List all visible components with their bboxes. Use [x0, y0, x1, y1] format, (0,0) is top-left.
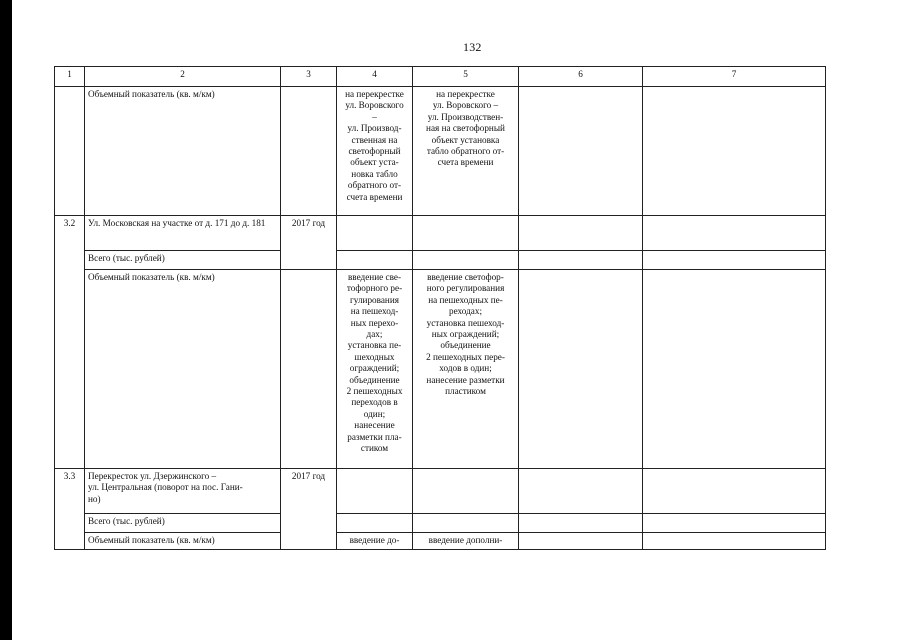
header-cell-4: 4 [337, 67, 413, 87]
col5-cell [413, 469, 519, 514]
col6-cell [519, 514, 643, 533]
table-row [55, 251, 826, 270]
table-row [55, 270, 826, 469]
table-row [55, 87, 826, 216]
col4-cell [337, 251, 413, 270]
col6-cell [519, 270, 643, 469]
col4-cell [337, 514, 413, 533]
section-title: Перекресток ул. Дзержинского – ул. Центральная (поворот на пос. Гани- но) [85, 469, 281, 514]
header-row [55, 67, 826, 87]
col5-cell: на перекрестке ул. Воровского – ул. Производствен- ная на светофорный объект установка табло обратного от- счета времени [413, 87, 519, 216]
volume-label-cell: Объемный показатель (кв. м/км) [85, 87, 281, 216]
table-row [55, 533, 826, 550]
header-cell-3: 3 [281, 67, 337, 87]
volume-label-cell: Объемный показатель (кв. м/км) [85, 533, 281, 550]
col5-cell: введение светофор- ного регулирования на пешеходных пе- реходах; установка пешеход- ных ограждений; объединение 2 пешеходных пере- ходов в один; нанесение разметки пластиком [413, 270, 519, 469]
section-number: 3.2 [55, 216, 85, 469]
total-label-cell: Всего (тыс. рублей) [85, 514, 281, 533]
col4-cell [337, 469, 413, 514]
scan-edge-bar [0, 0, 12, 640]
section-title: Ул. Московская на участке от д. 171 до д. 181 [85, 216, 281, 251]
col5-cell [413, 216, 519, 251]
col4-cell: введение све- тофорного ре- гулирования на пешеход- ных перехо- дах; установка пе- шеходных ограждений; объединение 2 пешеходных переходов в один; нанесение разметки пла- стиком [337, 270, 413, 469]
col6-cell [519, 251, 643, 270]
section-number: 3.3 [55, 469, 85, 550]
header-cell-6: 6 [519, 67, 643, 87]
col7-cell [643, 87, 826, 216]
header-cell-2: 2 [85, 67, 281, 87]
header-cell-7: 7 [643, 67, 826, 87]
col5-cell: введение дополни- [413, 533, 519, 550]
col7-cell [643, 469, 826, 514]
col5-cell [413, 514, 519, 533]
page-number: 132 [463, 40, 482, 54]
header-cell-1: 1 [55, 67, 85, 87]
header-cell-5: 5 [413, 67, 519, 87]
data-table [54, 66, 826, 550]
volume-label-cell: Объемный показатель (кв. м/км) [85, 270, 281, 469]
col6-cell [519, 533, 643, 550]
col6-cell [519, 469, 643, 514]
col7-cell [643, 533, 826, 550]
table-row [55, 216, 826, 251]
year-cell [281, 87, 337, 216]
col4-cell: на перекрестке ул. Воровского – ул. Производ- ственная на светофорный объект уста- новка табло обратного от- счета времени [337, 87, 413, 216]
year-cell: 2017 год [281, 469, 337, 550]
num-cell [55, 87, 85, 216]
col7-cell [643, 251, 826, 270]
year-cell [281, 270, 337, 469]
year-cell: 2017 год [281, 216, 337, 270]
col6-cell [519, 87, 643, 216]
col5-cell [413, 251, 519, 270]
col4-cell [337, 216, 413, 251]
total-label-cell: Всего (тыс. рублей) [85, 251, 281, 270]
col6-cell [519, 216, 643, 251]
col4-cell: введение до- [337, 533, 413, 550]
table-row [55, 469, 826, 514]
col7-cell [643, 270, 826, 469]
table-row [55, 514, 826, 533]
col7-cell [643, 216, 826, 251]
col7-cell [643, 514, 826, 533]
